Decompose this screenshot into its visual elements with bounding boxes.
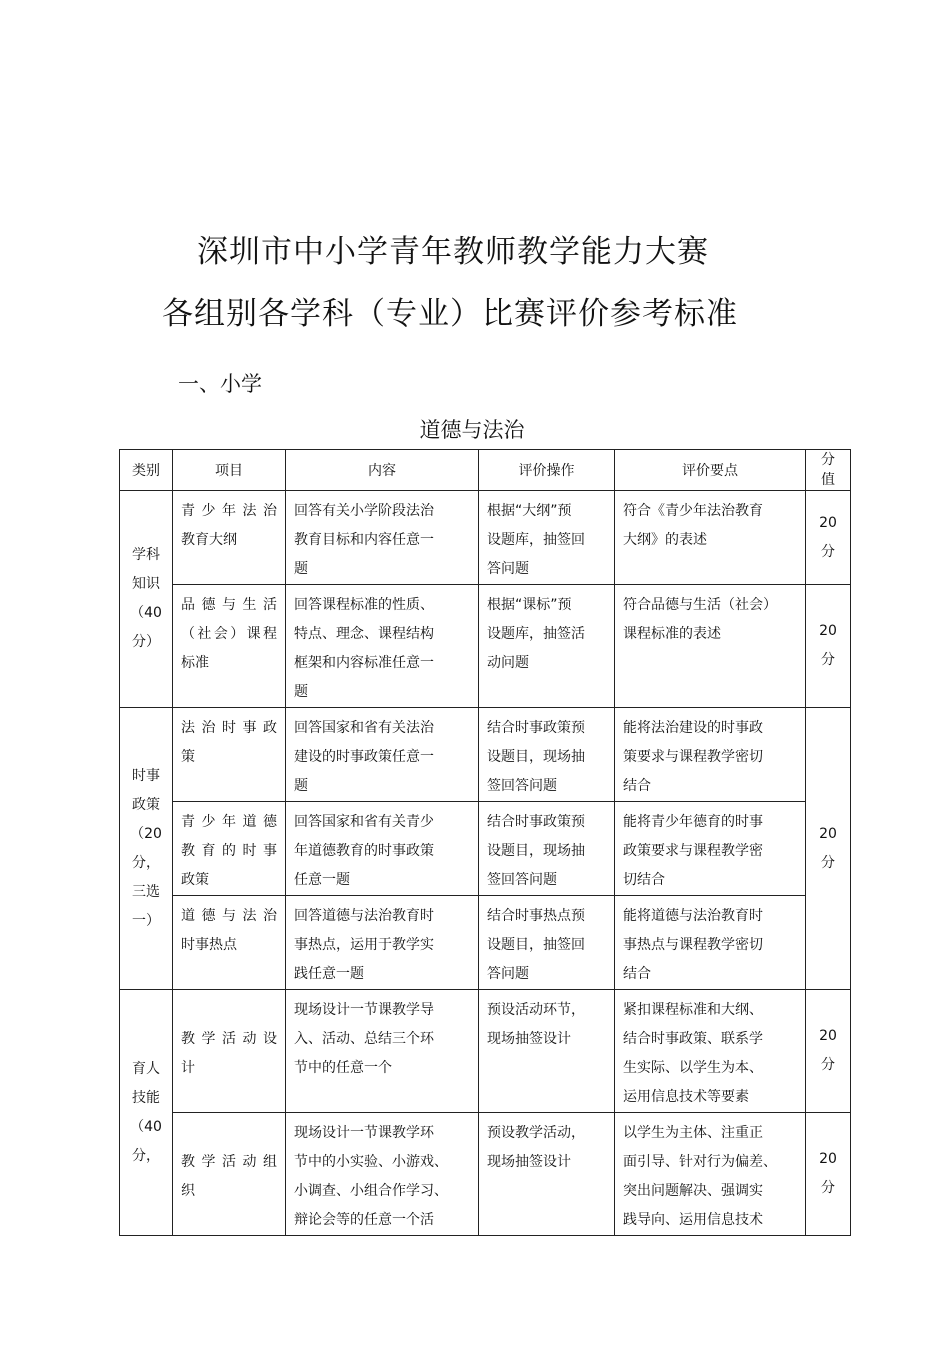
header-content: 内容: [286, 450, 479, 491]
operation-cell-line: 设题库，抽签回: [487, 532, 585, 548]
table-row: [120, 896, 851, 990]
item-cell-line: 青少年法治: [181, 503, 277, 519]
item-cell-line: 教学活动组: [181, 1154, 277, 1170]
category-line: 技能: [132, 1089, 160, 1106]
page-title-line1: 深圳市中小学青年教师教学能力大赛: [197, 234, 709, 270]
operation-cell-line: 签回答问题: [487, 872, 557, 888]
points-cell-line: 结合: [623, 966, 651, 982]
header-score-line: 值: [821, 472, 835, 488]
score-line: 分: [821, 1180, 835, 1196]
category-line: （40: [130, 605, 162, 621]
content-cell-line: 回答国家和省有关法治: [294, 720, 434, 736]
content-cell-line: 回答道德与法治教育时: [294, 908, 434, 924]
content-cell-line: 年道德教育的时事政策: [294, 843, 434, 859]
item-cell: [173, 896, 286, 990]
category-line: 政策: [132, 796, 160, 813]
content-cell-line: 题: [294, 778, 308, 794]
points-cell-line: 突出问题解决、强调实: [623, 1183, 763, 1199]
points-cell-line: 运用信息技术等要素: [623, 1089, 749, 1105]
content-cell-line: 教育目标和内容任意一: [294, 532, 434, 548]
table-row: [120, 585, 851, 708]
points-cell-line: 符合《青少年法治教育: [623, 503, 763, 519]
header-item: 项目: [173, 450, 286, 491]
content-cell: [286, 1113, 479, 1236]
category-line: （40: [130, 1118, 162, 1135]
content-cell: [286, 585, 479, 708]
content-cell: [286, 802, 479, 896]
operation-cell: [479, 802, 615, 896]
points-cell-line: 能将青少年德育的时事: [623, 814, 763, 830]
points-cell-line: 课程标准的表述: [623, 626, 721, 642]
content-cell: [286, 990, 479, 1113]
score-line: 20: [819, 1028, 837, 1044]
points-cell: [615, 802, 806, 896]
category-line: 分，: [132, 854, 160, 871]
header-category: 类别: [120, 450, 173, 491]
item-cell: [173, 708, 286, 802]
header-points: 评价要点: [615, 450, 806, 491]
operation-cell-line: 结合时事政策预: [487, 814, 585, 830]
operation-cell-line: 答问题: [487, 561, 529, 577]
operation-cell: [479, 491, 615, 585]
category-cell: [120, 491, 173, 708]
item-cell-line: 计: [181, 1060, 195, 1076]
operation-cell-line: 答问题: [487, 966, 529, 982]
operation-cell-line: 结合时事政策预: [487, 720, 585, 736]
item-cell-line: 教育大纲: [181, 532, 237, 548]
header-score: [806, 450, 851, 491]
operation-cell-line: 设题目，现场抽: [487, 843, 585, 859]
points-cell-line: 紧扣课程标准和大纲、: [623, 1002, 763, 1018]
score-cell: [806, 990, 851, 1113]
content-cell-line: 框架和内容标准任意一: [294, 655, 434, 671]
points-cell-line: 生实际、以学生为本、: [623, 1060, 763, 1076]
score-cell: [806, 491, 851, 585]
content-cell: [286, 896, 479, 990]
content-cell-line: 任意一题: [294, 872, 350, 888]
header-score-line: 分: [821, 452, 835, 468]
table-row: [120, 491, 851, 585]
evaluation-table: [119, 449, 851, 1236]
score-line: 分: [821, 543, 835, 560]
points-cell-line: 面引导、针对行为偏差、: [623, 1154, 777, 1170]
operation-cell-line: 设题目，现场抽: [487, 749, 585, 765]
item-cell-line: 织: [181, 1183, 195, 1199]
item-cell-line: 教育的时事: [181, 843, 277, 859]
category-line: 一）: [132, 912, 160, 929]
score-cell: [806, 1113, 851, 1236]
content-cell-line: 现场设计一节课教学导: [294, 1002, 434, 1018]
score-line: 20: [819, 825, 837, 842]
section-heading: 一、小学: [178, 372, 262, 396]
points-cell-line: 策要求与课程教学密切: [623, 749, 763, 765]
content-cell-line: 入、活动、总结三个环: [294, 1031, 434, 1047]
table-row: [120, 802, 851, 896]
points-cell-line: 践导向、运用信息技术: [623, 1212, 763, 1228]
score-line: 分: [821, 652, 835, 668]
score-line: 20: [819, 514, 837, 531]
points-cell-line: 大纲》的表述: [623, 532, 707, 548]
category-line: 分，: [132, 1147, 160, 1164]
item-cell-line: 青少年道德: [181, 814, 277, 830]
operation-cell: [479, 585, 615, 708]
points-cell-line: 以学生为主体、注重正: [623, 1125, 763, 1141]
content-cell-line: 题: [294, 684, 308, 700]
content-cell-line: 特点、理念、课程结构: [294, 626, 434, 642]
item-cell: [173, 1113, 286, 1236]
item-cell-line: 品德与生活: [181, 597, 277, 613]
points-cell: [615, 708, 806, 802]
content-cell-line: 回答有关小学阶段法治: [294, 503, 434, 519]
content-cell-line: 小调查、小组合作学习、: [294, 1183, 448, 1199]
item-cell-line: 时事热点: [181, 937, 237, 953]
content-cell-line: 践任意一题: [294, 966, 364, 982]
category-cell: [120, 990, 173, 1236]
table-header-row: [120, 450, 851, 491]
category-line: 知识: [132, 576, 160, 592]
item-cell: [173, 585, 286, 708]
points-cell-line: 切结合: [623, 872, 665, 888]
operation-cell-line: 根据“大纲”预: [487, 503, 572, 519]
operation-cell-line: 现场抽签设计: [487, 1154, 571, 1170]
item-cell: [173, 491, 286, 585]
operation-cell: [479, 708, 615, 802]
points-cell-line: 符合品德与生活（社会）: [623, 597, 777, 613]
content-cell-line: 回答课程标准的性质、: [294, 597, 434, 613]
points-cell-line: 结合时事政策、联系学: [623, 1031, 763, 1047]
category-line: 三选: [132, 883, 160, 900]
category-line: 学科: [132, 547, 160, 563]
content-cell-line: 节中的任意一个: [294, 1060, 392, 1076]
content-cell-line: 现场设计一节课教学环: [294, 1125, 434, 1141]
header-operation: 评价操作: [479, 450, 615, 491]
category-line: 时事: [132, 767, 160, 784]
item-cell-line: 法治时事政: [181, 720, 277, 736]
table-row: [120, 990, 851, 1113]
points-cell: [615, 990, 806, 1113]
operation-cell: [479, 1113, 615, 1236]
points-cell: [615, 896, 806, 990]
points-cell-line: 结合: [623, 778, 651, 794]
subject-heading: 道德与法治: [419, 418, 525, 442]
category-line: 分）: [132, 634, 160, 650]
content-cell-line: 事热点，运用于教学实: [294, 937, 434, 953]
operation-cell-line: 动问题: [487, 655, 529, 671]
category-cell: [120, 708, 173, 990]
item-cell-line: 教学活动设: [181, 1031, 277, 1047]
content-cell-line: 建设的时事政策任意一: [294, 749, 434, 765]
item-cell-line: 标准: [181, 655, 209, 671]
operation-cell-line: 预设教学活动，: [487, 1125, 585, 1141]
score-line: 分: [821, 1057, 835, 1073]
table-row: [120, 708, 851, 802]
points-cell: [615, 585, 806, 708]
page-title-line2: 各组别各学科（专业）比赛评价参考标准: [162, 296, 738, 332]
content-cell-line: 回答国家和省有关青少: [294, 814, 434, 830]
points-cell: [615, 1113, 806, 1236]
operation-cell: [479, 896, 615, 990]
content-cell-line: 辩论会等的任意一个活: [294, 1212, 434, 1228]
points-cell-line: 能将道德与法治教育时: [623, 908, 763, 924]
operation-cell-line: 现场抽签设计: [487, 1031, 571, 1047]
item-cell-line: 策: [181, 749, 195, 765]
operation-cell: [479, 990, 615, 1113]
score-line: 分: [821, 854, 835, 871]
content-cell: [286, 708, 479, 802]
item-cell: [173, 990, 286, 1113]
item-cell: [173, 802, 286, 896]
item-cell-line: 道德与法治: [181, 908, 277, 924]
operation-cell-line: 结合时事热点预: [487, 908, 585, 924]
points-cell: [615, 491, 806, 585]
operation-cell-line: 签回答问题: [487, 778, 557, 794]
content-cell-line: 题: [294, 561, 308, 577]
operation-cell-line: 设题库，抽签活: [487, 626, 585, 642]
category-line: 育人: [132, 1060, 160, 1077]
item-cell-line: （社会）课程: [181, 626, 277, 642]
operation-cell-line: 预设活动环节，: [487, 1002, 585, 1018]
content-cell: [286, 491, 479, 585]
operation-cell-line: 设题目，抽签回: [487, 937, 585, 953]
score-line: 20: [819, 1151, 837, 1167]
score-line: 20: [819, 623, 837, 639]
points-cell-line: 事热点与课程教学密切: [623, 937, 763, 953]
operation-cell-line: 根据“课标”预: [487, 597, 572, 613]
table-row: [120, 1113, 851, 1236]
category-line: （20: [130, 825, 162, 842]
points-cell-line: 能将法治建设的时事政: [623, 720, 763, 736]
score-cell: [806, 585, 851, 708]
score-cell: [806, 708, 851, 990]
content-cell-line: 节中的小实验、小游戏、: [294, 1154, 448, 1170]
points-cell-line: 政策要求与课程教学密: [623, 843, 763, 859]
item-cell-line: 政策: [181, 872, 209, 888]
